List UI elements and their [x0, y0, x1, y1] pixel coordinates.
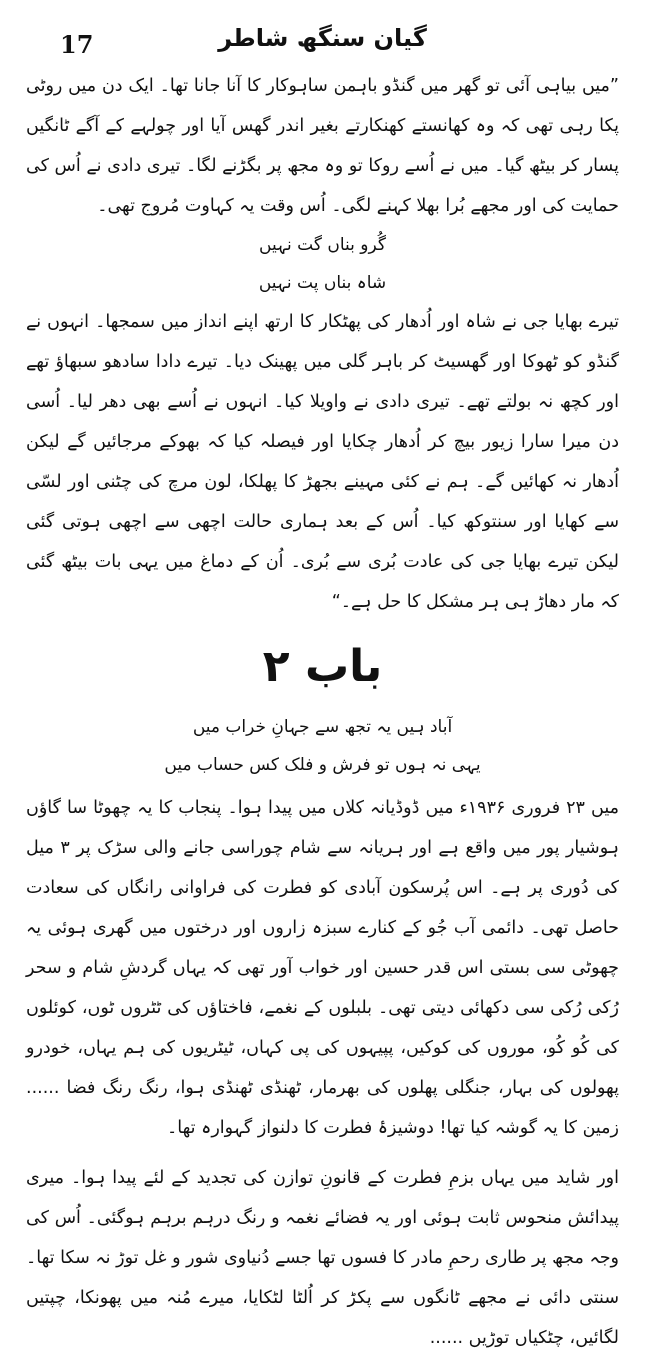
- page-number: 17: [60, 30, 94, 59]
- proverb-line-1: گُرو بناں گت نہیں: [259, 235, 386, 255]
- proverb-line-2: شاہ بناں پت نہیں: [258, 273, 387, 293]
- couplet-line-2: یہی نہ ہوں تو فرش و فلک کس حساب میں: [164, 755, 481, 775]
- running-title: گیان سنگھ شاطر: [218, 24, 427, 52]
- chapter-heading: باب ۲: [262, 641, 383, 692]
- page-header: [26, 18, 619, 66]
- paragraph-birth-omen: اور شاید میں یہاں بزمِ فطرت کے قانونِ توازن کی تجدید کے لئے پیدا ہوا۔ میری پیدائش منحوس ثابت ہوئی اور یہ فضائے نغمہ و رنگ درہم برہم ہوگئی۔ اُس کی وجہ مجھ پر طاری رحمِ مادر کا فسوں تھا جسے دُنیاوی شور و غل توڑ نہ سکا تھا۔ سنتی دائی نے مجھے ٹانگوں سے پکڑ کر اُلٹا لٹکایا، میرے مُنہ میں پھونکا، چپتیں لگائیں، چٹکیاں توڑیں ......: [26, 1168, 619, 1348]
- paragraph-birth-village: میں ۲۳ فروری ۱۹۳۶ء میں ڈوڈیانہ کلاں میں پیدا ہوا۔ پنجاب کا یہ چھوٹا سا گاؤں ہوشیار پور میں واقع ہے اور ہریانہ سے شام چوراسی جانے والی سڑک پر ۳ میل کی دُوری پر ہے۔ اس پُرسکون آبادی کو فطرت کی فراوانی رانگاں کی سعادت حاصل تھی۔ دائمی آب جُو کے کنارے سبزہ زاروں اور درختوں میں گھری ہوئی یہ چھوٹی سی بستی اس قدر حسین اور خواب آور تھی کہ یہاں گردشِ شام و سحر رُکی رُکی سی دکھائی دیتی تھی۔ بلبلوں کے نغمے، فاختاؤں کی ٹٹروں ٹوں، کوئلوں کی کُو کُو، موروں کی کوکیں، پپیہوں کی پی کہاں، ٹیٹریوں کی ہم یہاں، خودرو پھولوں کی بہار، جنگلی پھلوں کی بھرمار، ٹھنڈی ٹھنڈی ہوا، رنگ رنگ فضا ...... زمین کا یہ گوشہ کیا تھا! دوشیزۂ فطرت کا دلنواز گہوارہ تھا۔: [26, 798, 619, 1138]
- couplet-line-1: آباد ہیں یہ تجھ سے جہانِ خراب میں: [192, 717, 453, 737]
- paragraph-father-reaction: تیرے بھایا جی نے شاہ اور اُدھار کی پھٹکار کا ارتھ اپنے انداز میں سمجھا۔ انہوں نے گنڈو کو ٹھوکا اور گھسیٹ کر باہر گلی میں پھینک دیا۔ تیرے دادا سادھو سبھاؤ تھے اور کچھ نہ بولتے تھے۔ تیری دادی نے واویلا کیا۔ انہوں نے اُسے بھی دھر لیا۔ اُسی دن میرا سارا زیور بیچ کر اُدھار چکایا اور فیصلہ کیا کہ بھوکے مرجائیں گے لیکن اُدھار نہ کھائیں گے۔ ہم نے کئی مہینے بجھڑ کا پھلکا، لون مرچ کی چٹنی اور لسّی سے کھایا اور سنتوکھ کیا۔ اُس کے بعد ہماری حالت اچھی سے اچھی ہوتی گئی لیکن تیرے بھایا جی کی عادت بُری سے بُری۔ اُن کے دماغ میں یہی بات بیٹھ گئی کہ مار دھاڑ ہی ہر مشکل کا حل ہے۔“: [26, 312, 619, 612]
- paragraph-grandmother-story: ”میں بیاہی آئی تو گھر میں گنڈو باہمن ساہوکار کا آنا جانا تھا۔ ایک دن میں روٹی پکا رہی تھی کہ وہ کھانستے کھنکارتے بغیر اندر گھس آیا اور چولہے کے آگے ٹانگیں پسار کر بیٹھ گیا۔ میں نے اُسے روکا تو وہ مجھ پر بگڑنے لگا۔ تیری دادی نے اُس کی حمایت کی اور مجھے بُرا بھلا کہنے لگی۔ اُس وقت یہ کہاوت مُروج تھی۔: [26, 76, 619, 216]
